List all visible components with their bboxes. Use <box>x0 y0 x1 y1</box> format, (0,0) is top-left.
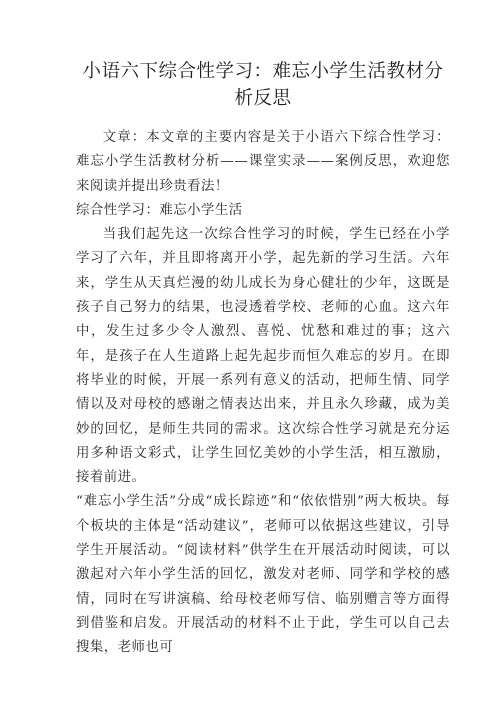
document-title: 小语六下综合性学习：难忘小学生活教材分析反思 <box>82 61 444 109</box>
section-heading: 综合性学习：难忘小学生活 <box>76 202 243 218</box>
body-paragraph-1: 当我们起先这一次综合性学习的时候，学生已经在小学学习了六年，并且即将离开小学，起先新的学习生活。六年来，学生从天真烂漫的幼儿成长为身心健壮的少年，这既是孩子自己努力的结果，也浸透着学校、老师的心血。这六年中，发生过多少令人激烈、喜悦、忧愁和难过的事；这六年，是孩子在人生道路上起先起步而恒久难忘的岁月。在即将毕业的时候，开展一系列有意义的活动，把师生情、同学情以及对母校的感谢之情表达出来，并且永久珍藏，成为美妙的回忆，是师生共同的需求。这次综合性学习就是充分运用多种语文彩式，让学生回忆美妙的小学生活，相互激励，接着前进。 <box>76 227 450 486</box>
intro-paragraph: 文章：本文章的主要内容是关于小语六下综合性学习：难忘小学生活教材分析——课堂实录——案例反思，欢迎您来阅读并提出珍贵看法！ <box>76 130 450 194</box>
body-paragraph-2: “难忘小学生活”分成“成长踪迹”和“依依惜别”两大板块。每个板块的主体是“活动建议”，老师可以依据这些建议，引导学生开展活动。“阅读材料”供学生在开展活动时阅读，可以激起对六年小学生活的回忆，激发对老师、同学和学校的感情，同时在写讲演稿、给母校老师写信、临别赠言等方面得到借鉴和启发。开展活动的材料不止于此，学生可以自己去搜集，老师也可 <box>76 494 450 656</box>
